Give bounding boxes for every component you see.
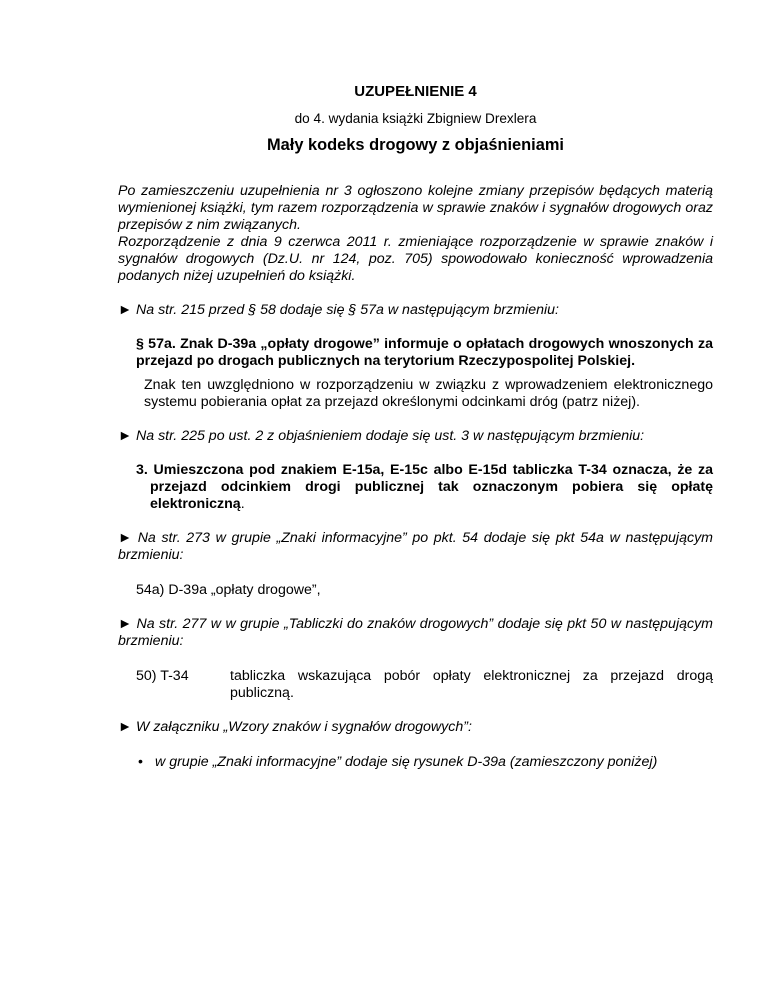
bullet-icon: • xyxy=(138,754,143,770)
instruction-4-text: Na str. 277 w w grupie „Tabliczki do znaków drogowych” dodaje się pkt 50 w następującym brzmieniu: xyxy=(118,616,713,649)
arrow-icon: ► xyxy=(118,719,133,735)
intro-section xyxy=(118,183,713,285)
document-page xyxy=(118,82,713,771)
instruction-5-text: W załączniku „Wzory znaków i sygnałów drogowych”: xyxy=(136,719,472,735)
arrow-icon: ► xyxy=(118,302,133,318)
item-3 xyxy=(136,462,713,513)
instruction-2 xyxy=(118,428,713,445)
paragraph-57a: § 57a. Znak D-39a „opłaty drogowe” informuje o opłatach drogowych wnoszonych za przejazd po drogach publicznych na terytorium Rzeczypospolitej Polskiej. xyxy=(136,336,713,369)
instruction-1-text: Na str. 215 przed § 58 dodaje się § 57a w następującym brzmieniu: xyxy=(136,302,559,318)
item-3-end: . xyxy=(240,496,245,512)
instruction-4 xyxy=(118,616,713,650)
instruction-1 xyxy=(118,302,713,319)
paragraph-57a-note: Znak ten uwzględniono w rozporządzeniu w związku z wprowadzeniem elektronicznego systemu pobierania opłat za przejazd określonymi odcinkami dróg (patrz niżej). xyxy=(144,377,713,410)
instruction-3-text: Na str. 273 w grupie „Znaki informacyjne” po pkt. 54 dodaje się pkt 54a w następującym brzmieniu: xyxy=(118,530,713,563)
instruction-2-text: Na str. 225 po ust. 2 z objaśnieniem dodaje się ust. 3 w następującym brzmieniu: xyxy=(136,428,645,444)
document-subtitle: do 4. wydania książki Zbigniew Drexlera xyxy=(294,111,537,126)
item-3-text: 3. Umieszczona pod znakiem E-15a, E-15c albo E-15d tabliczka T-34 oznacza, że za przejazd odcinkiem drogi publicznej tak oznaczonym pobiera się opłatę elektroniczną xyxy=(136,462,713,512)
point-50-text: tabliczka wskazująca pobór opłaty elektronicznej za przejazd drogą publiczną. xyxy=(230,668,713,701)
book-title: Mały kodeks drogowy z objaśnieniami xyxy=(267,136,564,154)
instruction-5 xyxy=(118,719,713,736)
arrow-icon: ► xyxy=(118,428,133,444)
document-title: UZUPEŁNIENIE 4 xyxy=(354,83,477,100)
bullet-item-text: w grupie „Znaki informacyjne” dodaje się rysunek D-39a (zamieszczony poniżej) xyxy=(155,754,658,770)
point-50-label: 50) T-34 xyxy=(136,668,189,684)
instruction-3 xyxy=(118,530,713,564)
point-54a: 54a) D-39a „opłaty drogowe”, xyxy=(136,582,321,598)
intro-paragraph-2: Rozporządzenie z dnia 9 czerwca 2011 r. zmieniające rozporządzenie w sprawie znaków i sygnałów drogowych (Dz.U. nr 124, poz. 705) spowodowało konieczność wprowadzenia podanych niżej uzupełnień do książki. xyxy=(118,234,713,284)
intro-paragraph-1: Po zamieszczeniu uzupełnienia nr 3 ogłoszono kolejne zmiany przepisów będących materią wymienionej książki, tym razem rozporządzenia w sprawie znaków i sygnałów drogowych oraz przepisów z nim związanych. xyxy=(118,183,713,233)
bullet-item xyxy=(138,754,713,771)
arrow-icon: ► xyxy=(118,616,133,632)
point-50 xyxy=(136,668,713,702)
arrow-icon: ► xyxy=(118,530,133,546)
